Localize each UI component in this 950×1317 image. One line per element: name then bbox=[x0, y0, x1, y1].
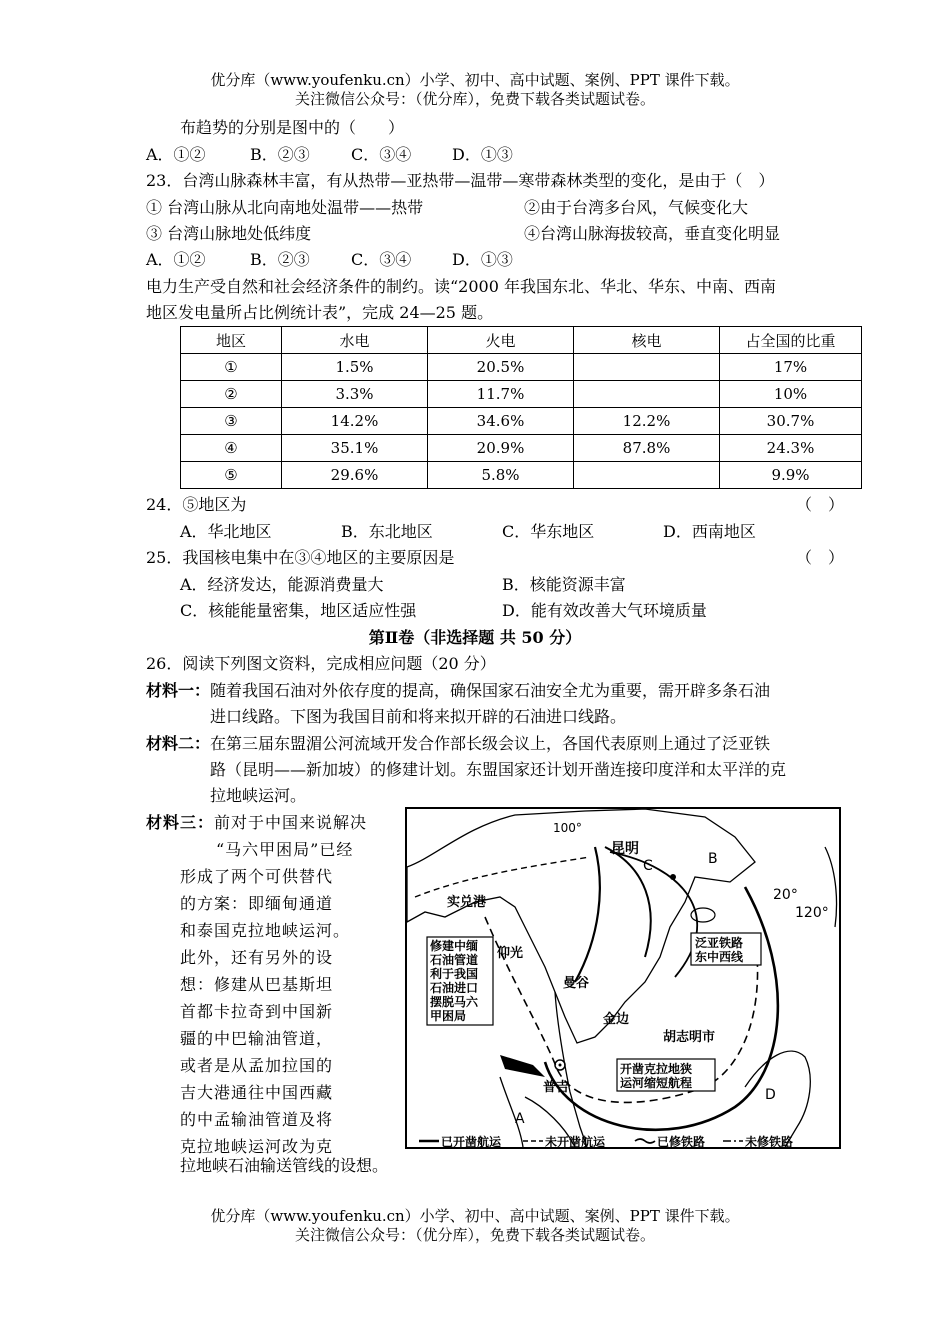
lon-100-label: 100° bbox=[553, 821, 582, 835]
table-cell: 29.6% bbox=[282, 462, 428, 489]
material-2-line-2: 路（昆明——新加坡）的修建计划。东盟国家还计划开凿连接印度洋和太平洋的克 bbox=[210, 760, 787, 779]
bangkok-label: 曼谷 bbox=[563, 976, 590, 991]
intro-line-1: 电力生产受自然和社会经济条件的制约。读“2000 年我国东北、华北、华东、中南、西南 bbox=[146, 277, 776, 296]
material-3-line: 疆的中巴输油管道， bbox=[180, 1029, 334, 1048]
material-3-line: 想：修建从巴基斯坦 bbox=[180, 975, 334, 994]
material-2-line-3: 拉地峡运河。 bbox=[210, 786, 307, 805]
material-3-line: 前对于中国来说解决 bbox=[214, 813, 368, 832]
pipeline-label-line: 利于我国 bbox=[430, 967, 479, 981]
material-3-last-line: 拉地峡石油输送管线的设想。 bbox=[180, 1156, 389, 1175]
material-1-label: 材料一： bbox=[146, 681, 211, 700]
kunming-label: 昆明 bbox=[611, 841, 639, 857]
power-generation-table bbox=[180, 326, 862, 489]
table-cell: 35.1% bbox=[282, 435, 428, 462]
q25-stem: 25．我国核电集中在③④地区的主要原因是 bbox=[146, 548, 455, 567]
rail-label-line: 东中西线 bbox=[695, 950, 744, 964]
yangon-label: 仰光 bbox=[497, 946, 524, 961]
point-a-label: A bbox=[515, 1111, 525, 1127]
table-cell: ① bbox=[181, 354, 282, 381]
material-3-line: 的方案：即缅甸通道 bbox=[180, 894, 334, 913]
table-cell: ③ bbox=[181, 408, 282, 435]
table-cell: 87.8% bbox=[574, 435, 720, 462]
material-1-line-2: 进口线路。下图为我国目前和将来拟开辟的石油进口线路。 bbox=[210, 707, 627, 726]
point-b-label: B bbox=[708, 851, 718, 867]
material-3-line: 的中孟输油管道及将 bbox=[180, 1110, 334, 1129]
q24-stem: 24．⑤地区为 bbox=[146, 495, 247, 514]
q25-option-a[interactable]: A．经济发达，能源消费量大 bbox=[180, 575, 384, 594]
table-row bbox=[181, 354, 862, 381]
legend-opened-label: 已开凿航运 bbox=[441, 1135, 502, 1149]
q24-option-c[interactable]: C．华东地区 bbox=[502, 522, 595, 541]
table-cell bbox=[574, 462, 720, 489]
col-header-share: 占全国的比重 bbox=[720, 327, 862, 354]
footer-line-1: 优分库（www.youfenku.cn）小学、初中、高中试题、案例、PPT 课件下载。 bbox=[210, 1207, 740, 1225]
material-3-line: 克拉地峡运河改为克 bbox=[180, 1137, 334, 1156]
kra-marker-dot bbox=[559, 1064, 562, 1067]
map-svg bbox=[405, 807, 841, 1149]
point-c-label: C bbox=[643, 858, 653, 874]
material-3-label: 材料三： bbox=[146, 813, 215, 832]
q23-statement-2: ②由于台湾多台风，气候变化大 bbox=[524, 198, 749, 217]
material-3-line: 此外，还有另外的设 bbox=[180, 948, 334, 967]
q23-option-b[interactable]: B．②③ bbox=[250, 250, 310, 269]
lat-20-label: 20° bbox=[773, 887, 798, 903]
pipeline-label-line: 修建中缅 bbox=[430, 939, 479, 953]
q25-answer-paren[interactable]: （ ） bbox=[796, 548, 845, 567]
lon-120-label: 120° bbox=[795, 905, 829, 921]
section-2-title: 第Ⅱ卷（非选择题 共 50 分） bbox=[368, 628, 582, 647]
q24-options bbox=[180, 519, 756, 545]
legend-unopened-label: 未开凿航运 bbox=[545, 1135, 606, 1149]
col-header-region: 地区 bbox=[181, 327, 282, 354]
material-2-label: 材料二： bbox=[146, 734, 211, 753]
table-cell: 11.7% bbox=[428, 381, 574, 408]
table-row bbox=[181, 381, 862, 408]
table-cell: 24.3% bbox=[720, 435, 862, 462]
sittwe-port-label: 实兑港 bbox=[447, 895, 487, 910]
q24-answer-paren[interactable]: （ ） bbox=[796, 495, 845, 514]
material-2-line-1: 在第三届东盟湄公河流域开发合作部长级会议上，各国代表原则上通过了泛亚铁 bbox=[210, 734, 771, 753]
table-cell: 9.9% bbox=[720, 462, 862, 489]
col-header-thermal: 火电 bbox=[428, 327, 574, 354]
table-cell: 5.8% bbox=[428, 462, 574, 489]
q23-statement-1: ① 台湾山脉从北向南地处温带——热带 bbox=[146, 198, 424, 217]
pipeline-label-line: 石油进口 bbox=[430, 981, 479, 995]
material-3-line: 或者是从孟加拉国的 bbox=[180, 1056, 334, 1075]
q23-option-c[interactable]: C．③④ bbox=[351, 250, 412, 269]
table-row bbox=[181, 408, 862, 435]
q23-option-d[interactable]: D．①③ bbox=[452, 250, 513, 269]
legend-built-rail-label: 已修铁路 bbox=[657, 1135, 706, 1149]
q22-option-b[interactable]: B．②③ bbox=[250, 145, 310, 164]
col-header-hydro: 水电 bbox=[282, 327, 428, 354]
table-cell bbox=[574, 354, 720, 381]
pipeline-label-line: 石油管道 bbox=[430, 953, 479, 967]
rail-label-line: 泛亚铁路 bbox=[695, 936, 744, 950]
phuket-label: 普吉 bbox=[543, 1080, 570, 1095]
q22-continuation: 布趋势的分别是图中的（ ） bbox=[180, 118, 405, 137]
phnom-penh-label: 金边 bbox=[603, 1012, 630, 1027]
q22-option-c[interactable]: C．③④ bbox=[351, 145, 412, 164]
q22-options bbox=[146, 142, 513, 168]
canal-label-line: 运河缩短航程 bbox=[620, 1076, 693, 1090]
table-cell: 12.2% bbox=[574, 408, 720, 435]
q26-stem: 26．阅读下列图文资料，完成相应问题（20 分） bbox=[146, 654, 496, 673]
canal-label-line: 开凿克拉地狭 bbox=[620, 1062, 693, 1076]
table-cell: 14.2% bbox=[282, 408, 428, 435]
q23-stem: 23．台湾山脉森林丰富，有从热带—亚热带—温带—寒带森林类型的变化，是由于（ ） bbox=[146, 171, 775, 190]
q25-option-d[interactable]: D．能有效改善大气环境质量 bbox=[502, 601, 707, 620]
q25-option-b[interactable]: B．核能资源丰富 bbox=[502, 575, 626, 594]
q23-statement-3: ③ 台湾山脉地处低纬度 bbox=[146, 224, 312, 243]
q24-option-a[interactable]: A．华北地区 bbox=[180, 522, 272, 541]
ho-chi-minh-label: 胡志明市 bbox=[663, 1030, 716, 1045]
q24-option-d[interactable]: D．西南地区 bbox=[663, 522, 756, 541]
oil-route-map bbox=[405, 807, 841, 1149]
q23-statement-4: ④台湾山脉海拔较高，垂直变化明显 bbox=[524, 224, 781, 243]
pipeline-label-line: 摆脱马六 bbox=[430, 995, 479, 1009]
table-cell: 3.3% bbox=[282, 381, 428, 408]
q22-option-a[interactable]: A．①② bbox=[146, 145, 206, 164]
table-cell: 10% bbox=[720, 381, 862, 408]
table-cell: ④ bbox=[181, 435, 282, 462]
header-line-1: 优分库（www.youfenku.cn）小学、初中、高中试题、案例、PPT 课件下载。 bbox=[210, 71, 740, 89]
q23-options bbox=[146, 247, 513, 273]
q24-option-b[interactable]: B．东北地区 bbox=[341, 522, 433, 541]
legend-unbuilt-rail-label: 未修铁路 bbox=[745, 1135, 794, 1149]
material-3-line: 吉大港通往中国西藏 bbox=[180, 1083, 334, 1102]
q23-option-a[interactable]: A．①② bbox=[146, 250, 206, 269]
q22-option-d[interactable]: D．①③ bbox=[452, 145, 513, 164]
material-3-line: “马六甲困局”已经 bbox=[216, 840, 354, 859]
intro-line-2: 地区发电量所占比例统计表”，完成 24—25 题。 bbox=[146, 303, 494, 322]
header-line-2: 关注微信公众号：（优分库），免费下载各类试题试卷。 bbox=[294, 90, 655, 108]
table-cell: 34.6% bbox=[428, 408, 574, 435]
table-row bbox=[181, 435, 862, 462]
table-cell: 1.5% bbox=[282, 354, 428, 381]
material-3-text bbox=[146, 809, 396, 1160]
table-cell: 20.5% bbox=[428, 354, 574, 381]
table-cell: 30.7% bbox=[720, 408, 862, 435]
point-d-label: D bbox=[765, 1087, 776, 1103]
city-c-marker bbox=[670, 874, 676, 880]
pipeline-label-line: 甲困局 bbox=[430, 1009, 467, 1023]
footer-line-2: 关注微信公众号：（优分库），免费下载各类试题试卷。 bbox=[294, 1226, 655, 1244]
col-header-nuclear: 核电 bbox=[574, 327, 720, 354]
table-row bbox=[181, 462, 862, 489]
table-cell: 17% bbox=[720, 354, 862, 381]
material-3-line: 形成了两个可供替代 bbox=[180, 867, 334, 886]
table-cell: ② bbox=[181, 381, 282, 408]
material-3-line: 首都卡拉奇到中国新 bbox=[180, 1002, 334, 1021]
table-cell: ⑤ bbox=[181, 462, 282, 489]
table-cell bbox=[574, 381, 720, 408]
material-3-line: 和泰国克拉地峡运河。 bbox=[180, 921, 351, 940]
material-1-line-1: 随着我国石油对外依存度的提高，确保国家石油安全尤为重要，需开辟多条石油 bbox=[210, 681, 771, 700]
table-header-row bbox=[181, 327, 862, 354]
q25-option-c[interactable]: C．核能能量密集，地区适应性强 bbox=[180, 601, 417, 620]
table-cell: 20.9% bbox=[428, 435, 574, 462]
